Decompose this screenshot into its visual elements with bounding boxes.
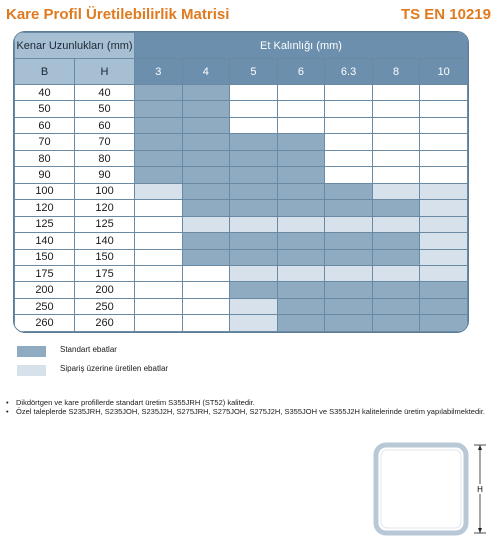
- cell-b: 200: [15, 282, 75, 298]
- standard-cell: [325, 249, 373, 265]
- cell-h: 150: [75, 249, 135, 265]
- thickness-header-6-3: 6.3: [325, 59, 373, 85]
- empty-cell: [325, 150, 373, 166]
- profile-inner-edge: [381, 450, 461, 528]
- standard-cell: [182, 167, 230, 183]
- empty-cell: [182, 315, 230, 332]
- arrow-down-icon: [478, 528, 482, 533]
- empty-cell: [277, 101, 325, 117]
- notes-list: [6, 398, 485, 416]
- empty-cell: [372, 134, 420, 150]
- empty-cell: [230, 101, 278, 117]
- table-row: [15, 150, 468, 166]
- standard-cell: [372, 298, 420, 314]
- standard-cell: [230, 200, 278, 216]
- order-cell: [420, 233, 468, 249]
- standard-cell: [372, 315, 420, 332]
- standard-cell: [135, 134, 183, 150]
- thickness-header-8: 8: [372, 59, 420, 85]
- page-title: Kare Profil Üretilebilirlik Matrisi: [6, 6, 230, 23]
- cell-b: 150: [15, 249, 75, 265]
- empty-cell: [420, 117, 468, 133]
- bullet-icon: •: [6, 407, 9, 416]
- standard-cell: [372, 233, 420, 249]
- standard-cell: [277, 200, 325, 216]
- cell-b: 250: [15, 298, 75, 314]
- cell-b: 70: [15, 134, 75, 150]
- standard-cell: [182, 233, 230, 249]
- wall-thickness-header: Et Kalınlığı (mm): [135, 33, 468, 59]
- empty-cell: [325, 167, 373, 183]
- bullet-icon: •: [6, 398, 9, 407]
- standard-cell: [135, 150, 183, 166]
- standard-cell: [420, 298, 468, 314]
- standard-cell: [182, 249, 230, 265]
- standard-cell: [277, 298, 325, 314]
- cell-b: 50: [15, 101, 75, 117]
- standard-cell: [230, 134, 278, 150]
- standard-cell: [230, 167, 278, 183]
- table-row: [15, 85, 468, 101]
- cell-b: 260: [15, 315, 75, 332]
- cell-b: 140: [15, 233, 75, 249]
- standard-cell: [325, 298, 373, 314]
- empty-cell: [135, 249, 183, 265]
- empty-cell: [372, 101, 420, 117]
- empty-cell: [420, 85, 468, 101]
- empty-cell: [135, 216, 183, 232]
- cell-h: 100: [75, 183, 135, 199]
- cell-h: 260: [75, 315, 135, 332]
- thickness-header-5: 5: [230, 59, 278, 85]
- side-length-header: Kenar Uzunlukları (mm): [15, 33, 135, 59]
- order-cell: [372, 216, 420, 232]
- standard-cell: [325, 200, 373, 216]
- order-cell: [135, 183, 183, 199]
- empty-cell: [420, 150, 468, 166]
- standard-cell: [230, 150, 278, 166]
- table-row: [15, 134, 468, 150]
- standard-cell: [325, 183, 373, 199]
- standard-cell: [325, 282, 373, 298]
- empty-cell: [230, 85, 278, 101]
- thickness-header-3: 3: [135, 59, 183, 85]
- note-item: [6, 407, 485, 416]
- standard-cell: [135, 117, 183, 133]
- cell-h: 90: [75, 167, 135, 183]
- empty-cell: [135, 233, 183, 249]
- col-h-header: H: [75, 59, 135, 85]
- order-cell: [420, 183, 468, 199]
- standard-cell: [182, 200, 230, 216]
- table-row: [15, 183, 468, 199]
- legend-order-swatch: [17, 365, 46, 376]
- table-row: [15, 315, 468, 332]
- cell-b: 100: [15, 183, 75, 199]
- legend-standard-label: Standart ebatlar: [60, 345, 117, 354]
- empty-cell: [182, 298, 230, 314]
- empty-cell: [135, 298, 183, 314]
- cell-h: 60: [75, 117, 135, 133]
- cell-h: 40: [75, 85, 135, 101]
- square-profile-diagram: [370, 440, 490, 545]
- order-cell: [325, 216, 373, 232]
- empty-cell: [135, 315, 183, 332]
- table-row: [15, 167, 468, 183]
- standard-cell: [277, 282, 325, 298]
- standard-cell: [372, 249, 420, 265]
- empty-cell: [325, 117, 373, 133]
- order-cell: [230, 265, 278, 281]
- empty-cell: [372, 167, 420, 183]
- order-cell: [182, 216, 230, 232]
- table-row: [15, 298, 468, 314]
- order-cell: [420, 216, 468, 232]
- note-text: Dikdörtgen ve kare profillerde standart üretim S355JRH (ST52) kalitedir.: [16, 398, 255, 407]
- cell-h: 70: [75, 134, 135, 150]
- standard-cell: [277, 167, 325, 183]
- empty-cell: [372, 117, 420, 133]
- cell-b: 175: [15, 265, 75, 281]
- empty-cell: [325, 101, 373, 117]
- matrix-table: [14, 32, 468, 332]
- order-cell: [277, 265, 325, 281]
- standard-cell: [277, 183, 325, 199]
- standard-cell: [230, 183, 278, 199]
- standard-cell: [420, 282, 468, 298]
- legend-standard-swatch: [17, 346, 46, 357]
- cell-h: 140: [75, 233, 135, 249]
- empty-cell: [182, 282, 230, 298]
- note-item: [6, 398, 485, 407]
- profile-outline: [376, 445, 466, 533]
- legend-order-label: Sipariş üzerine üretilen ebatlar: [60, 364, 169, 373]
- empty-cell: [420, 134, 468, 150]
- production-matrix: [13, 31, 469, 333]
- table-row: [15, 101, 468, 117]
- cell-h: 125: [75, 216, 135, 232]
- empty-cell: [372, 85, 420, 101]
- order-cell: [230, 298, 278, 314]
- cell-b: 60: [15, 117, 75, 133]
- table-row: [15, 216, 468, 232]
- cell-h: 200: [75, 282, 135, 298]
- order-cell: [325, 265, 373, 281]
- order-cell: [420, 265, 468, 281]
- standard-cell: [277, 134, 325, 150]
- standard-code: TS EN 10219: [400, 6, 491, 23]
- empty-cell: [135, 200, 183, 216]
- arrow-up-icon: [478, 445, 482, 450]
- table-row: [15, 117, 468, 133]
- empty-cell: [277, 85, 325, 101]
- standard-cell: [372, 282, 420, 298]
- standard-cell: [325, 315, 373, 332]
- cell-h: 50: [75, 101, 135, 117]
- empty-cell: [372, 150, 420, 166]
- standard-cell: [230, 282, 278, 298]
- standard-cell: [230, 249, 278, 265]
- cell-h: 80: [75, 150, 135, 166]
- order-cell: [230, 216, 278, 232]
- order-cell: [372, 183, 420, 199]
- thickness-header-6: 6: [277, 59, 325, 85]
- cell-h: 250: [75, 298, 135, 314]
- cell-b: 125: [15, 216, 75, 232]
- empty-cell: [420, 167, 468, 183]
- order-cell: [277, 216, 325, 232]
- standard-cell: [135, 167, 183, 183]
- order-cell: [230, 315, 278, 332]
- standard-cell: [277, 315, 325, 332]
- cell-h: 120: [75, 200, 135, 216]
- empty-cell: [135, 265, 183, 281]
- standard-cell: [182, 150, 230, 166]
- cell-b: 40: [15, 85, 75, 101]
- standard-cell: [182, 85, 230, 101]
- col-b-header: B: [15, 59, 75, 85]
- standard-cell: [182, 183, 230, 199]
- empty-cell: [325, 134, 373, 150]
- empty-cell: [277, 117, 325, 133]
- note-text: Özel taleplerde S235JRH, S235JOH, S235J2H, S275JRH, S275JOH, S275J2H, S355JOH ve S355J2H kalitelerinde üretim yapılabilmektedir.: [16, 407, 485, 416]
- table-row: [15, 200, 468, 216]
- standard-cell: [135, 85, 183, 101]
- empty-cell: [230, 117, 278, 133]
- table-row: [15, 265, 468, 281]
- standard-cell: [182, 117, 230, 133]
- standard-cell: [135, 101, 183, 117]
- thickness-header-4: 4: [182, 59, 230, 85]
- standard-cell: [372, 200, 420, 216]
- empty-cell: [420, 101, 468, 117]
- standard-cell: [230, 233, 278, 249]
- cell-b: 80: [15, 150, 75, 166]
- standard-cell: [277, 233, 325, 249]
- standard-cell: [420, 315, 468, 332]
- thickness-header-10: 10: [420, 59, 468, 85]
- order-cell: [372, 265, 420, 281]
- standard-cell: [182, 134, 230, 150]
- order-cell: [420, 200, 468, 216]
- h-dimension-label: H: [477, 485, 483, 494]
- table-row: [15, 282, 468, 298]
- cell-b: 90: [15, 167, 75, 183]
- empty-cell: [135, 282, 183, 298]
- empty-cell: [325, 85, 373, 101]
- table-row: [15, 249, 468, 265]
- standard-cell: [277, 249, 325, 265]
- standard-cell: [277, 150, 325, 166]
- order-cell: [420, 249, 468, 265]
- standard-cell: [182, 101, 230, 117]
- standard-cell: [325, 233, 373, 249]
- cell-b: 120: [15, 200, 75, 216]
- empty-cell: [182, 265, 230, 281]
- cell-h: 175: [75, 265, 135, 281]
- table-row: [15, 233, 468, 249]
